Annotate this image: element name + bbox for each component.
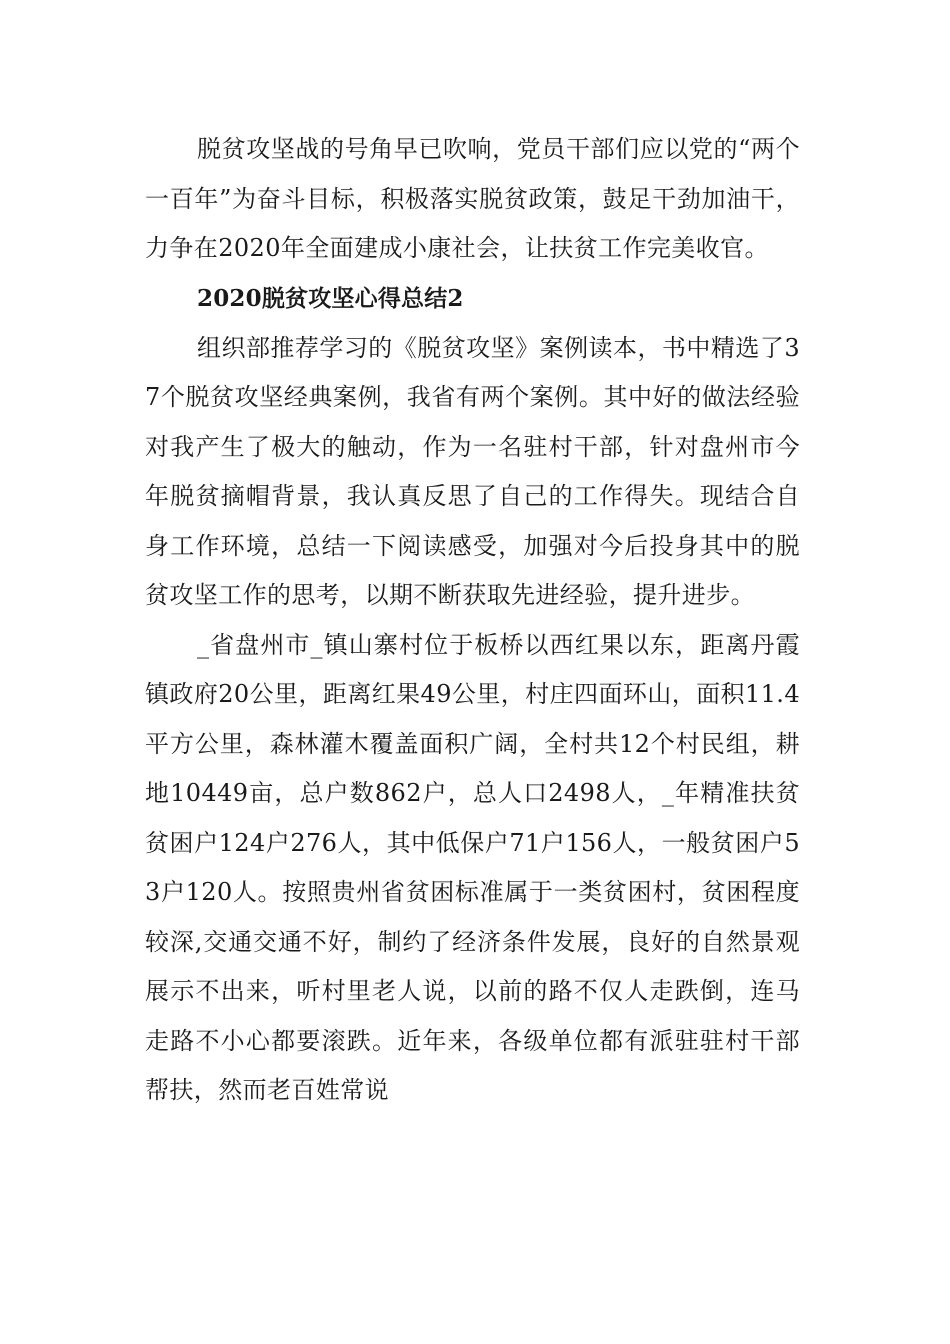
paragraph-intro: 脱贫攻坚战的号角早已吹响，党员干部们应以党的“两个一百年”为奋斗目标，积极落实脱贫政策，鼓足干劲加油干，力争在2020年全面建成小康社会，让扶贫工作完美收官。 xyxy=(145,135,800,262)
document-body xyxy=(145,125,800,1116)
section-heading: 2020脱贫攻坚心得总结2 xyxy=(197,284,464,312)
paragraph-village-overview: _省盘州市_镇山寨村位于板桥以西红果以东，距离丹霞镇政府20公里，距离红果49公里，村庄四面环山，面积11.4平方公里，森林灌木覆盖面积广阔，全村共12个村民组，耕地10449亩，总户数862户，总人口2498人，_年精准扶贫贫困户124户276人，其中低保户71户156人，一般贫困户53户120人。按照贵州省贫困标准属于一类贫困村，贫困程度较深,交通交通不好，制约了经济条件发展，良好的自然景观展示不出来，听村里老人说，以前的路不仅人走跌倒，连马走路不小心都要滚跌。近年来，各级单位都有派驻驻村干部帮扶，然而老百姓常说 xyxy=(145,630,800,1104)
paragraph-case-reading: 组织部推荐学习的《脱贫攻坚》案例读本，书中精选了37个脱贫攻坚经典案例，我省有两个案例。其中好的做法经验对我产生了极大的触动，作为一名驻村干部，针对盘州市今年脱贫摘帽背景，我认真反思了自己的工作得失。现结合自身工作环境，总结一下阅读感受，加强对今后投身其中的脱贫攻坚工作的思考，以期不断获取先进经验，提升进步。 xyxy=(145,333,800,609)
